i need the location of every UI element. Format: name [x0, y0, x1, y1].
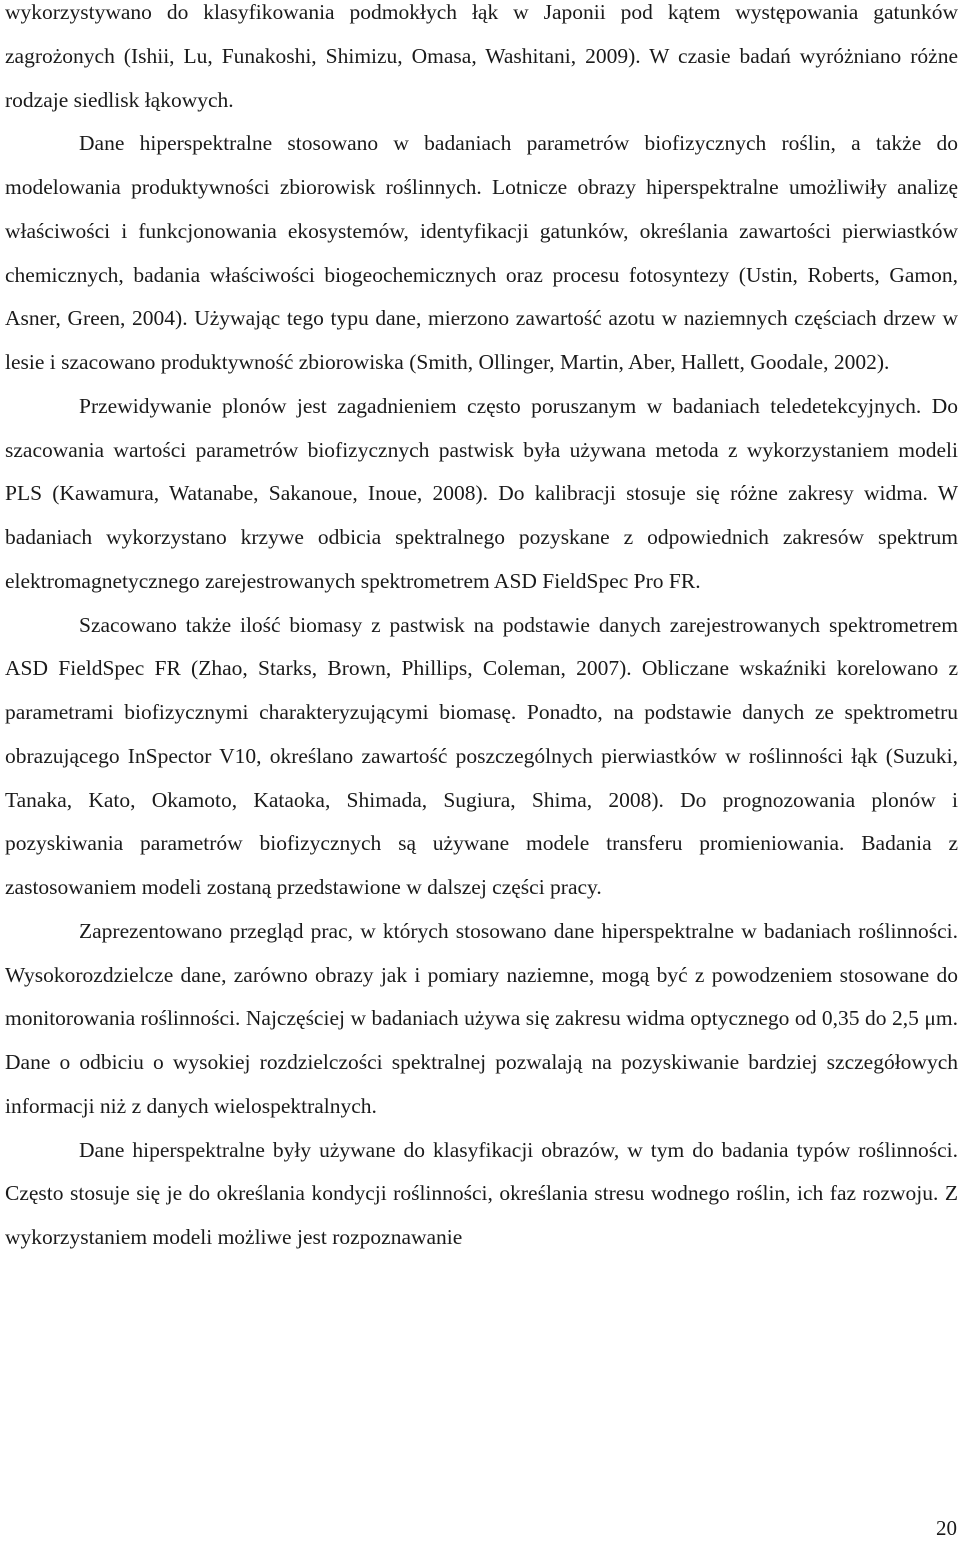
paragraph-3: Przewidywanie plonów jest zagadnieniem często poruszanym w badaniach teledetekcyjnych. Do szacowania wartości parametrów biofizycznych pastwisk była używana metoda z wykorzystaniem modeli PLS (Kawamura, Watanabe, Sakanoue, Inoue, 2008). Do kalibracji stosuje się różne zakresy widma. W badaniach wykorzystano krzywe odbicia spektralnego pozyskane z odpowiednich zakresów spektrum elektromagnetycznego zarejestrowanych spektrometrem ASD FieldSpec Pro FR. — [5, 393, 958, 593]
paragraph-2: Dane hiperspektralne stosowano w badaniach parametrów biofizycznych roślin, a także do modelowania produktywności zbiorowisk roślinnych. Lotnicze obrazy hiperspektralne umożliwiły analizę właściwości i funkcjonowania ekosystemów, identyfikacji gatunków, określania zawartości pierwiastków chemicznych, badania właściwości biogeochemicznych oraz procesu fotosyntezy (Ustin, Roberts, Gamon, Asner, Green, 2004). Używając tego typu dane, mierzono zawartość azotu w naziemnych częściach drzew w lesie i szacowano produktywność zbiorowiska (Smith, Ollinger, Martin, Aber, Hallett, Goodale, 2002). — [5, 131, 958, 374]
paragraph-4: Szacowano także ilość biomasy z pastwisk na podstawie danych zarejestrowanych spektrometrem ASD FieldSpec FR (Zhao, Starks, Brown, Phillips, Coleman, 2007). Obliczane wskaźniki korelowano z parametrami biofizycznymi charakteryzującymi biomasę. Ponadto, na podstawie danych ze spektrometru obrazującego InSpector V10, określano zawartość poszczególnych pierwiastków w roślinności łąk (Suzuki, Tanaka, Kato, Okamoto, Kataoka, Shimada, Sugiura, Shima, 2008). Do prognozowania plonów i pozyskiwania parametrów biofizycznych są używane modele transferu promieniowania. Badania z zastosowaniem modeli zostaną przedstawione w dalszej części pracy. — [5, 612, 958, 899]
paragraph-1: wykorzystywano do klasyfikowania podmokłych łąk w Japonii pod kątem występowania gatunków zagrożonych (Ishii, Lu, Funakoshi, Shimizu, Omasa, Washitani, 2009). W czasie badań wyróżniano różne rodzaje siedlisk łąkowych. — [5, 0, 958, 112]
page-number: 20 — [936, 1516, 957, 1540]
paragraph-6: Dane hiperspektralne były używane do klasyfikacji obrazów, w tym do badania typów roślinności. Często stosuje się je do określania kondycji roślinności, określania stresu wodnego roślin, ich faz rozwoju. Z wykorzystaniem modeli możliwe jest rozpoznawanie — [5, 1137, 958, 1249]
paragraph-5: Zaprezentowano przegląd prac, w których stosowano dane hiperspektralne w badaniach roślinności. Wysokorozdzielcze dane, zarówno obrazy jak i pomiary naziemne, mogą być z powodzeniem stosowane do monitorowania roślinności. Najczęściej w badaniach używa się zakresu widma optycznego od 0,35 do 2,5 μm. Dane o odbiciu o wysokiej rozdzielczości spektralnej pozwalają na pozyskiwanie bardziej szczegółowych informacji niż z danych wielospektralnych. — [5, 918, 958, 1118]
document-page — [5, 0, 958, 1260]
